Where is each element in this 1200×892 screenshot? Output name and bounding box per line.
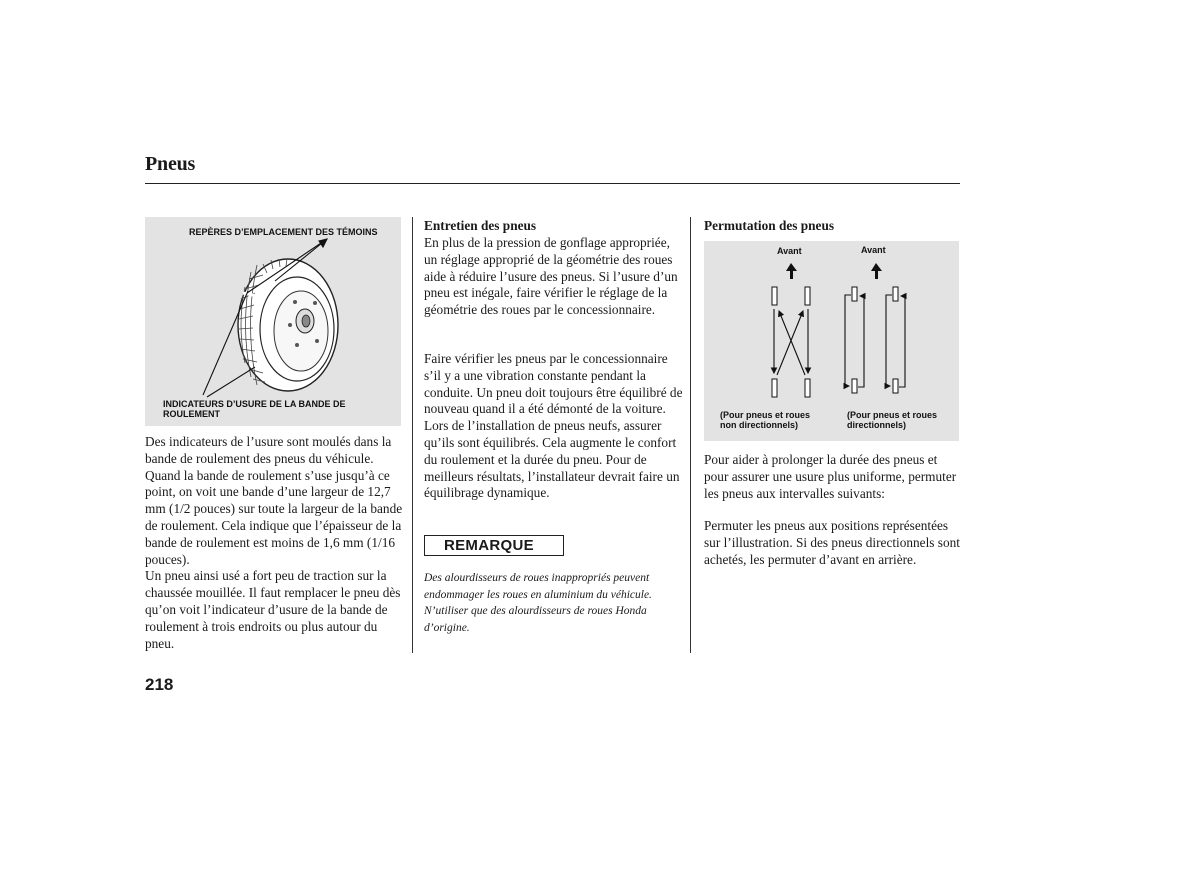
non-directional-caption	[720, 410, 810, 430]
directional-pattern	[845, 263, 905, 393]
tread-wear-replacement-paragraph: Un pneu ainsi usé a fort peu de traction sur la chaussée mouillée. Il faut remplacer le pneu dès qu’on voit l’indicateur d’usure de la bande de roulement à trois endroits ou plus autour du pneu.	[145, 568, 401, 651]
rotation-paragraph-2: Permuter les pneus aux positions représentées sur l’illustration. Si des pneus directionnels sont achetés, les permuter d’avant en arrière.	[704, 518, 960, 567]
tread-wear-figure	[145, 217, 401, 426]
notice-label: REMARQUE	[424, 535, 564, 556]
page-number: 218	[145, 675, 174, 694]
tire-maintenance-paragraph-2: Faire vérifier les pneus par le concessionnaire s’il y a une vibration constante pendant la conduite. Un pneu doit toujours être équilibré de nouveau quand il a été démonté de la voiture. Lors de l’installation de pneus neufs, assurer qu’ils sont équilibrés. Cela augmente le confort du roulement et la durée du pneu. Pour de meilleurs résultats, l’installateur devrait faire un équilibrage dynamique.	[424, 351, 683, 501]
notice-text: Des alourdisseurs de roues inappropriés peuvent endommager les roues en aluminium du véhicule. N’utiliser que des alourdisseurs de roues Honda d’origine.	[424, 572, 652, 634]
non-directional-caption-line2: non directionnels)	[720, 420, 799, 430]
tire-rotation-diagram	[704, 241, 959, 441]
page-title: Pneus	[145, 153, 196, 175]
tire-illustration	[145, 217, 401, 426]
front-label-left: Avant	[777, 246, 802, 256]
directional-caption	[847, 410, 937, 430]
tread-wear-paragraph: Des indicateurs de l’usure sont moulés dans la bande de roulement des pneus du véhicule. Quand la bande de roulement s’use jusqu’à ce point, on voit une bande d’une largeur de 12,7 mm (1/2 pouces) sur toute la largeur de la bande de roulement. Cela indique que l’épaisseur de la bande de roulement est moins de 1,6 mm (1/16 pouces).	[145, 434, 403, 567]
directional-caption-line1: (Pour pneus et roues	[847, 410, 938, 420]
tire-rotation-heading: Permutation des pneus	[704, 218, 835, 233]
tread-wear-indicator-label-line2: ROULEMENT	[163, 409, 220, 419]
non-directional-pattern	[772, 263, 810, 397]
front-label-right: Avant	[861, 245, 886, 255]
tire-maintenance-paragraph-1: En plus de la pression de gonflage appropriée, un réglage approprié de la géométrie des roues aide à réduire l’usure des pneus. Si l’usure d’un pneu est inégale, faire vérifier le réglage de la géométrie des roues par le concessionnaire.	[424, 235, 678, 318]
tread-wear-indicator-label-line1: INDICATEURS D’USURE DE LA BANDE DE	[163, 399, 346, 409]
tread-wear-indicator-label	[163, 399, 346, 419]
rotation-paragraph-1: Pour aider à prolonger la durée des pneus et pour assurer une usure plus uniforme, permuter les pneus aux intervalles suivants:	[704, 452, 957, 501]
column-divider-left	[412, 217, 413, 653]
directional-caption-line2: directionnels)	[847, 420, 907, 430]
wear-indicator-location-label: REPÈRES D’EMPLACEMENT DES TÉMOINS	[189, 227, 378, 237]
tire-maintenance-heading: Entretien des pneus	[424, 218, 537, 233]
column-divider-right	[690, 217, 691, 653]
non-directional-caption-line1: (Pour pneus et roues	[720, 410, 811, 420]
title-divider	[145, 183, 960, 184]
tread-wear-text	[145, 434, 403, 652]
